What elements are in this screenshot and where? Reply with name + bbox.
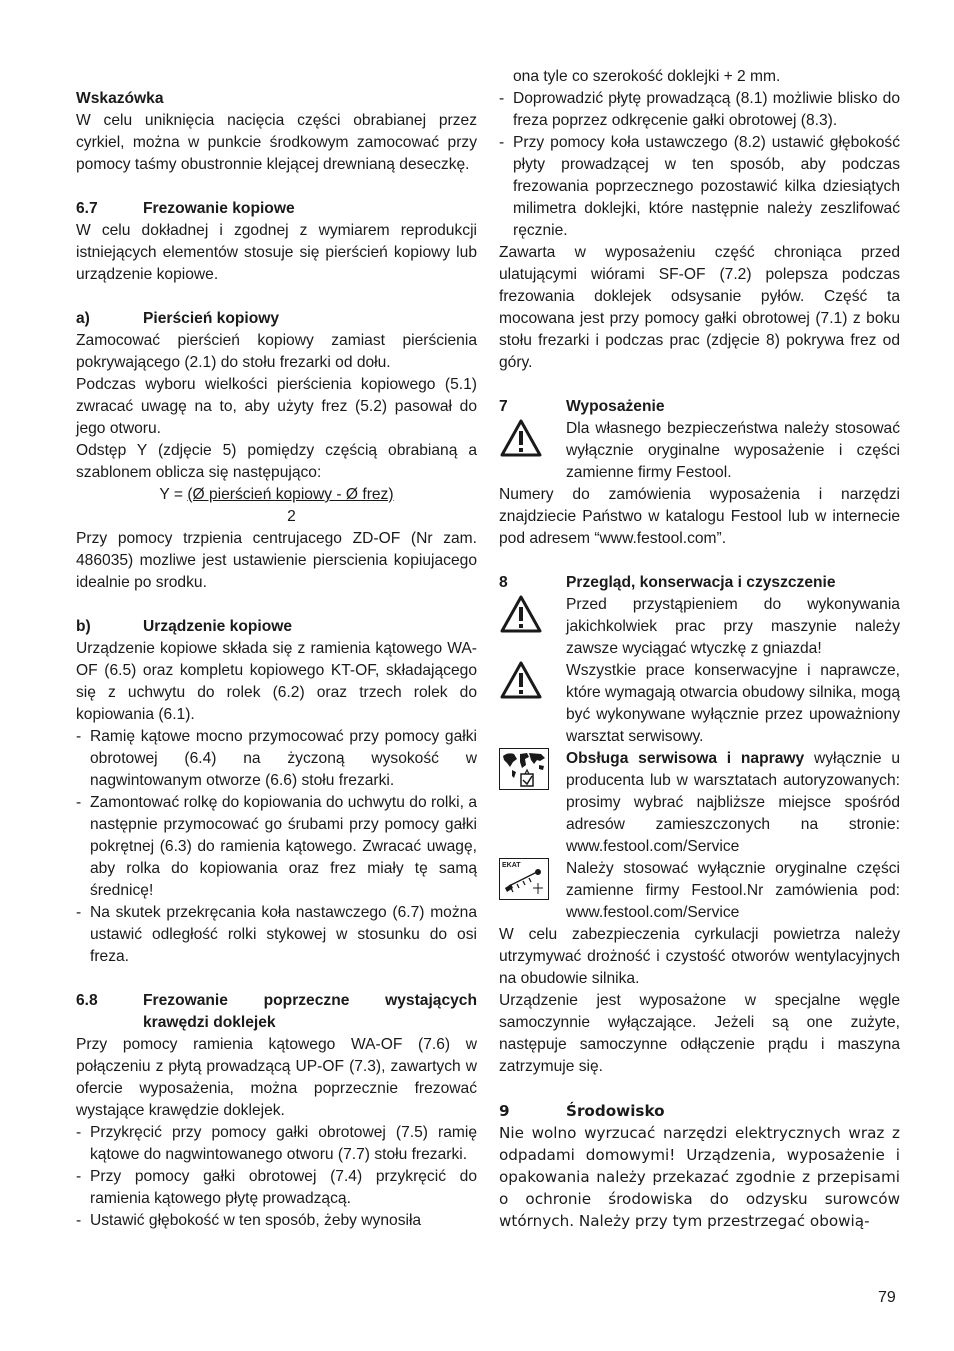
subsection-a-p3: Odstęp Y (zdjęcie 5) pomiędzy częścią obrabianą a szablonem oblicza się następująco: [76,442,477,481]
service-block [499,748,900,858]
subsection-a-p2: Podczas wyboru wielkości pierścienia kopiowego (5.1) zwracać uwagę na to, aby użyty frez (5.2) pasował do jego otworu. [76,376,477,437]
warning-triangle-icon [499,418,559,484]
ekat-block [499,858,900,924]
world-map-service-icon [499,748,559,858]
warning-triangle-icon [499,660,559,748]
subsection-a-p1: Zamocować pierścień kopiowy zamiast pierścienia pokrywającego (2.1) do stołu frezarki od dołu. [76,332,477,371]
ekat-spare-parts-icon [499,858,559,924]
right-column [499,66,900,1232]
section-8-ekat-text: Należy stosować wyłącznie oryginalne części zamienne firmy Festool.Nr zamówienia pod: www.festool.com/Service [566,860,900,921]
formula: Y = (Ø pierścień kopiowy - Ø frez) [159,486,394,503]
subsection-a-p4: Przy pomocy trzpienia centrujacego ZD-OF (Nr zam. 486035) mozliwe jest ustawienie pierscienia kopiujacego idealnie po srodku. [76,530,477,591]
list-item: - Ramię kątowe mocno przymocować przy pomocy gałki obrotowej (6.4) na życzoną wysokość w nagwintowanym otworze (6.6) stołu frezarki. [76,726,477,792]
section-8-warning1-text: Przed przystąpieniem do wykonywania jakichkolwiek prac przy maszynie należy zawsze wyciągać wtyczkę z gniazda! [566,596,900,657]
section-6-8-p1: Przy pomocy ramienia kątowego WA-OF (7.6) w połączeniu z płytą prowadzącą UP-OF (7.3), zawartych w ofercie wyposażenia, można poprzecznie frezować wystające krawędzie doklejek. [76,1036,477,1119]
list-item: - Zamontować rolkę do kopiowania do uchwytu do rolki, a następnie przymocować go śrubami przy pomocy gałki pokrętnej (6.3) do ramienia kątowego. Zwracać uwagę, aby rolka do kopiowania oraz frez miały tę samą średnicę! [76,792,477,902]
subsection-b-p1: Urządzenie kopiowe składa się z ramienia kątowego WA-OF (6.5) oraz kompletu kopiowego KT-OF, składającego się z uchwytu do rolek (6.2) oraz trzech rolek do kopiowania (6.1). [76,640,477,723]
section-6-8-heading: 6.8 Frezowanie poprzeczne wystających krawędzi doklejek [76,992,477,1031]
section-6-7-heading: 6.7 Frezowanie kopiowe [76,200,295,217]
section-7-text: Numery do zamówienia wyposażenia i narzędzi znajdziecie Państwo w katalogu Festool lub w internecie pod adresem “www.festool.com”. [499,486,900,547]
list-item: - Doprowadzić płytę prowadzącą (8.1) możliwie blisko do freza poprzez odkręcenie gałki obrotowej (8.3). [499,88,900,132]
left-column [76,66,477,1232]
warning-block [499,594,900,660]
warning-triangle-icon [499,594,559,660]
section-8-p1: W celu zabezpieczenia cyrkulacji powietrza należy utrzymywać drożność i czystość otworów wentylacyjnych na obudowie silnika. [499,926,900,987]
formula-denominator: 2 [287,508,296,525]
list-item: - Ustawić głębokość w ten sposób, żeby wynosiła [76,1210,477,1232]
list-item: - Przy pomocy koła ustawczego (8.2) ustawić głębokość płyty prowadzącej w ten sposób, aby podczas frezowania poprzecznego pozostawić kilka dziesiątych milimetra doklejki, które następnie należy zeszlifować ręcznie. [499,132,900,242]
chip-guard-text: Zawarta w wyposażeniu część chroniąca przed ulatującymi wiórami SF-OF (7.2) polepsza podczas frezowania doklejek odsysanie pyłów. Część ta mocowana jest przy pomocy gałki obrotowej (7.1) z boku stołu frezarki i podczas prac (zdjęcie 8) pokrywa frez od góry. [499,244,900,371]
section-8-p2: Urządzenie jest wyposażone w specjalne węgle samoczynnie wyłączające. Jeżeli są one zużyte, następuje samoczynne odłączenie prądu i maszyna zatrzymuje się. [499,992,900,1075]
subsection-a-heading: a) Pierścień kopiowy [76,310,280,327]
page-number: 79 [878,1289,896,1306]
hint-text: W celu uniknięcia nacięcia części obrabianej przez cyrkiel, można w punkcie środkowym zamocować przy pomocy taśmy obustronnie klejącej drewnianą deseczkę. [76,112,477,173]
section-8-heading: 8 Przegląd, konserwacja i czyszczenie [499,574,836,591]
warning-block [499,418,900,484]
section-6-7-text: W celu dokładnej i zgodnej z wymiarem reprodukcji istniejących elementów stosuje się pierścień kopiowy lub urządzenie kopiowe. [76,222,477,283]
ekat-label: EKAT [502,862,521,869]
hint-heading: Wskazówka [76,90,164,107]
list-item: - Przykręcić przy pomocy gałki obrotowej (7.5) ramię kątowe do nagwintowanego otworu (7.7) stołu frezarki. [76,1122,477,1166]
section-9-text: Nie wolno wyrzucać narzędzi elektrycznych wraz z odpadami domowymi! Urządzenia, wyposażenie i opakowania należy przekazać zgodnie z przepisami o ochronie środowiska do odzysku surowców wtórnych. Należy przy tym przestrzegać obowią- [499,1124,900,1230]
subsection-b-heading: b) Urządzenie kopiowe [76,618,293,635]
section-9-heading: 9 Środowisko [499,1102,665,1120]
warning-block [499,660,900,748]
section-8-warning2-text: Wszystkie prace konserwacyjne i naprawcze, które wymagają otwarcia obudowy silnika, mogą być wykonywane wyłącznie przez upoważniony warsztat serwisowy. [566,662,900,745]
section-7-warning-text: Dla własnego bezpieczeństwa należy stosować wyłącznie oryginalne wyposażenie i części zamienne firmy Festool. [566,420,900,481]
list-item: - Na skutek przekręcania koła nastawczego (6.7) można ustawić odległość rolki stykowej w stosunku do osi freza. [76,902,477,968]
list-item: - Przy pomocy gałki obrotowej (7.4) przykręcić do ramienia kątowego płytę prowadzącą. [76,1166,477,1210]
section-7-heading: 7 Wyposażenie [499,398,665,415]
section-8-service-text: Obsługa serwisowa i naprawy wyłącznie u producenta lub w warsztatach autoryzowanych: prosimy wybrać najbliższe miejsce spośród adresów zamieszczonych na stronie: www.festool.com/Service [566,750,901,855]
continuation-text: ona tyle co szerokość doklejki + 2 mm. [513,68,781,85]
